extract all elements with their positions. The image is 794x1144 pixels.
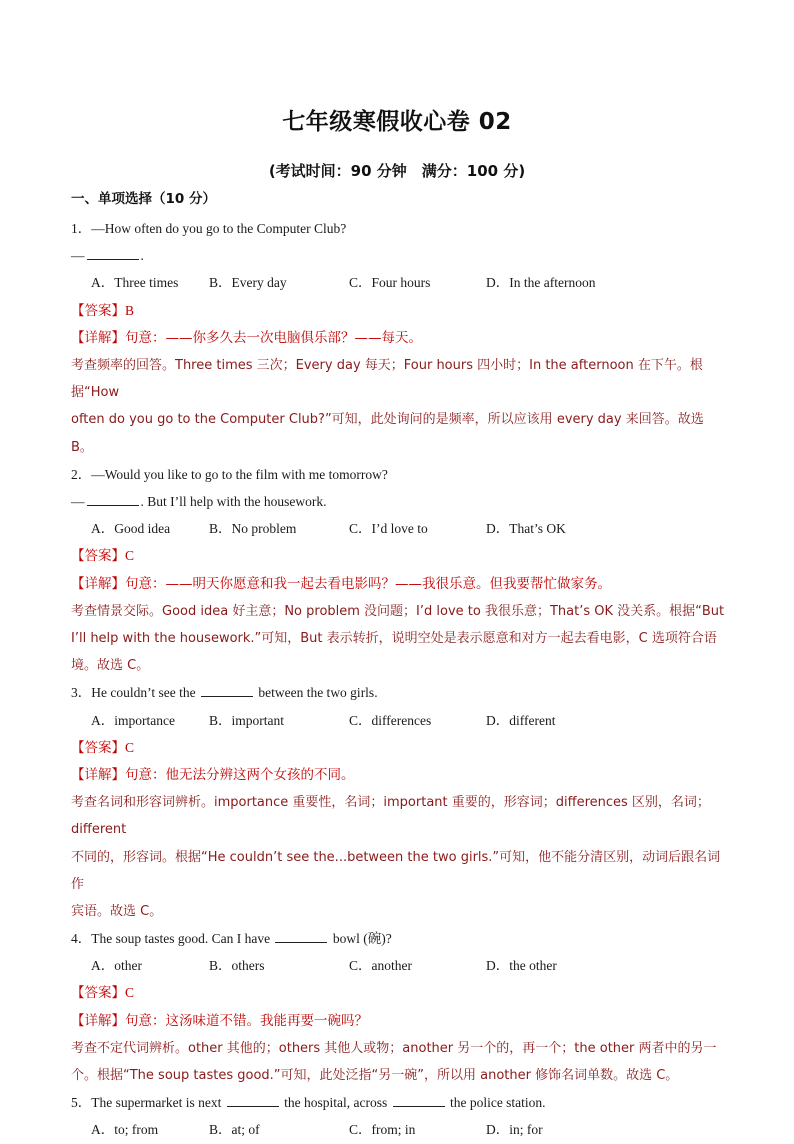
dash: — — [71, 248, 85, 264]
explanation — [71, 789, 727, 925]
detail-line — [71, 570, 727, 598]
explanation-line: 个。根据“The soup tastes good.”可知，此处泛指“另一碗”，所以用 another 修饰名词单数。故选 C。 — [71, 1068, 679, 1084]
explanation — [71, 598, 727, 680]
option-d: D．In the afternoon — [486, 275, 596, 291]
option-a: A．importance — [91, 712, 175, 728]
answer-tag: 【答案】 — [71, 985, 125, 1002]
answer-blank — [275, 928, 327, 943]
question-4 — [71, 925, 727, 1089]
detail-tag: 【详解】 — [71, 575, 125, 592]
detail-line — [71, 1007, 727, 1035]
answer-value: C — [125, 985, 135, 1001]
answer-blank — [227, 1092, 279, 1107]
dash: — — [71, 493, 85, 509]
option-c: C．Four hours — [349, 275, 431, 291]
detail-tag: 【详解】 — [71, 766, 125, 783]
exam-info: (考试时间：90 分钟 满分：100 分) — [268, 162, 526, 180]
option-b: B．at; of — [209, 1122, 260, 1138]
question-stem-answer-line — [71, 242, 727, 269]
option-b: B．important — [209, 712, 284, 728]
question-stem — [71, 1089, 727, 1116]
stem-pre: 4．The soup tastes good. Can I have — [71, 931, 271, 947]
answer-line — [71, 979, 727, 1006]
answer-tag: 【答案】 — [71, 302, 125, 319]
answer-line — [71, 734, 727, 761]
options-row — [71, 707, 727, 734]
question-3 — [71, 679, 727, 925]
options-row — [71, 269, 727, 296]
detail-text: 句意：他无法分辨这两个女孩的不同。 — [125, 766, 355, 783]
stem-mid: the hospital, across — [284, 1095, 388, 1111]
stem-post: the police station. — [449, 1095, 546, 1111]
detail-line — [71, 761, 727, 789]
option-a: A．Three times — [91, 275, 179, 291]
stem-post: bowl (碗)? — [332, 931, 392, 947]
question-stem-answer-line — [71, 488, 727, 515]
detail-text: 句意：这汤味道不错。我能再要一碗吗？ — [125, 1012, 368, 1029]
option-a: A．Good idea — [91, 521, 171, 537]
option-d: D．different — [486, 712, 556, 728]
stem-tail: . But I’ll help with the housework. — [140, 493, 327, 509]
stem-pre: 5．The supermarket is next — [71, 1095, 222, 1111]
option-d: D．That’s OK — [486, 521, 566, 537]
option-c: C．I’d love to — [349, 521, 428, 537]
option-c: C．differences — [349, 712, 432, 728]
explanation-line: 考查频率的回答。Three times 三次；Every day 每天；Four hours 四小时；In the afternoon 在下午。根据“How — [71, 357, 703, 401]
option-a: A．other — [91, 958, 142, 974]
options-row — [71, 952, 727, 979]
options-row — [71, 1116, 727, 1143]
detail-tag: 【详解】 — [71, 329, 125, 346]
explanation — [71, 1035, 727, 1089]
explanation-line: 考查情景交际。Good idea 好主意；No problem 没问题；I’d love to 我很乐意；That’s OK 没关系。根据“But — [71, 603, 725, 619]
answer-line — [71, 542, 727, 569]
option-b: B．Every day — [209, 275, 287, 291]
stem-post: between the two girls. — [258, 685, 378, 701]
option-b: B．others — [209, 958, 265, 974]
explanation-line: I’ll help with the housework.”可知，But 表示转折，说明空处是表示愿意和对方一起去看电影，C 选项符合语 — [71, 630, 717, 646]
explanation — [71, 352, 727, 461]
page-title: 七年级寒假收心卷 02 — [282, 109, 512, 135]
detail-text: 句意：——你多久去一次电脑俱乐部？——每天。 — [125, 329, 422, 346]
stem-tail: . — [140, 248, 144, 264]
explanation-line: 不同的，形容词。根据“He couldn’t see the...between the two girls.”可知，他不能分清区别，动词后跟名词作 — [71, 849, 721, 892]
option-d: D．in; for — [486, 1122, 543, 1138]
section-heading: 一、单项选择（10 分） — [71, 191, 216, 207]
detail-tag: 【详解】 — [71, 1012, 125, 1029]
answer-value: C — [125, 739, 135, 755]
answer-blank — [201, 682, 253, 697]
option-c: C．another — [349, 958, 412, 974]
option-d: D．the other — [486, 958, 557, 974]
answer-blank — [87, 245, 139, 260]
stem-pre: 3．He couldn’t see the — [71, 685, 196, 701]
question-5 — [71, 1089, 727, 1143]
answer-blank — [87, 491, 139, 506]
detail-text: 句意：——明天你愿意和我一起去看电影吗？——我很乐意。但我要帮忙做家务。 — [125, 575, 611, 592]
explanation-line: 考查名词和形容词辨析。importance 重要性，名词；important 重要的，形容词；differences 区别，名词；different — [71, 795, 710, 838]
explanation-line: 宾语。故选 C。 — [71, 903, 163, 919]
option-c: C．from; in — [349, 1122, 416, 1138]
question-list — [71, 215, 727, 1144]
explanation-line: often do you go to the Computer Club?”可知，此处询问的是频率，所以应该用 every day 来回答。故选 B。 — [71, 412, 704, 455]
question-stem: 2．—Would you like to go to the film with me tomorrow? — [71, 466, 388, 482]
question-stem: 1．—How often do you go to the Computer Club? — [71, 221, 347, 236]
explanation-line: 考查不定代词辨析。other 其他的；others 其他人或物；another 另一个的，再一个；the other 两者中的另一 — [71, 1040, 717, 1056]
answer-value: C — [125, 548, 135, 564]
option-b: B．No problem — [209, 521, 297, 537]
answer-blank — [393, 1092, 445, 1107]
question-1 — [71, 215, 727, 461]
detail-line — [71, 324, 727, 352]
answer-tag: 【答案】 — [71, 548, 125, 565]
answer-value: B — [125, 302, 135, 318]
question-stem — [71, 679, 727, 706]
answer-tag: 【答案】 — [71, 739, 125, 756]
question-stem — [71, 925, 727, 952]
explanation-line: 境。故选 C。 — [71, 658, 150, 674]
question-2 — [71, 461, 727, 680]
options-row — [71, 515, 727, 542]
answer-line — [71, 297, 727, 324]
option-a: A．to; from — [91, 1122, 159, 1138]
